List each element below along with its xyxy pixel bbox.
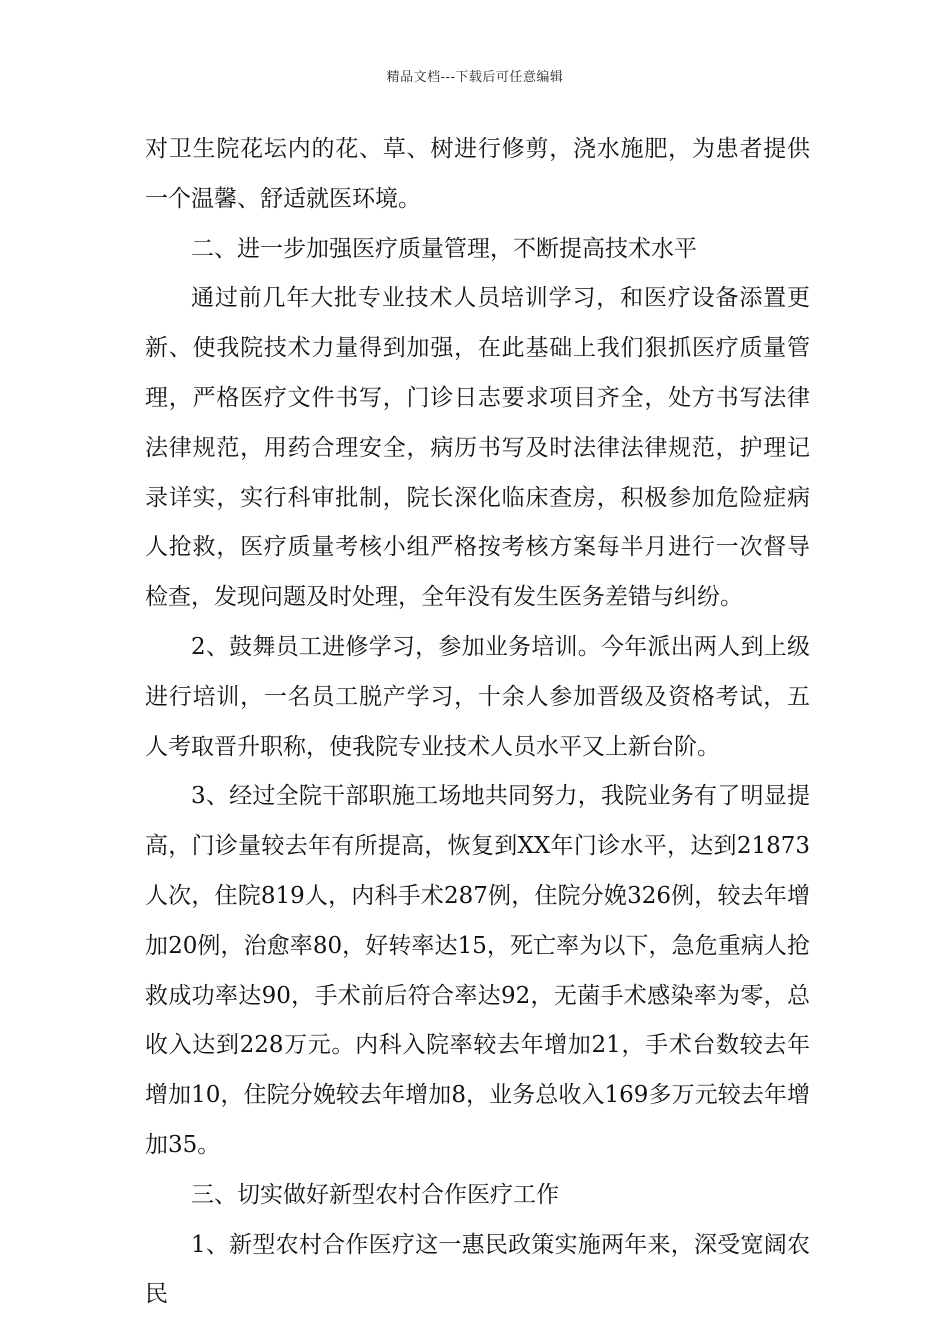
paragraph-item-3: 3、经过全院干部职施工场地共同努力，我院业务有了明显提高，门诊量较去年有所提高，恢复到XX年门诊水平，达到21873人次，住院819人，内科手术287例，住院分娩326例，较去年增加20例，治愈率80，好转率达15，死亡率为以下，急危重病人抢救成功率达90，手术前后符合率达92，无菌手术感染率为零，总收入达到228万元。内科入院率较去年增加21，手术台数较去年增加10，住院分娩较去年增加8，业务总收入169多万元较去年增加35。: [145, 783, 810, 1158]
paragraph-item-2: 2、鼓舞员工进修学习，参加业务培训。今年派出两人到上级进行培训，一名员工脱产学习，十余人参加晋级及资格考试，五人考取晋升职称，使我院专业技术人员水平又上新台阶。: [145, 633, 810, 760]
section-heading-2: 二、进一步加强医疗质量管理，不断提高技术水平: [191, 235, 697, 262]
paragraph-item-1: 1、新型农村合作医疗这一惠民政策实施两年来，深受宽阔农民: [145, 1231, 810, 1308]
page-header: 精品文档---下载后可任意编辑: [386, 70, 564, 85]
document-body: [145, 125, 810, 1320]
paragraph-quality-management: 通过前几年大批专业技术人员培训学习，和医疗设备添置更新、使我院技术力量得到加强，在此基础上我们狠抓医疗质量管理，严格医疗文件书写，门诊日志要求项目齐全，处方书写法律法律规范，用药合理安全，病历书写及时法律法律规范，护理记录详实，实行科审批制，院长深化临床查房，积极参加危险症病人抢救，医疗质量考核小组严格按考核方案每半月进行一次督导检查，发现问题及时处理，全年没有发生医务差错与纠纷。: [145, 285, 810, 611]
section-heading-3: 三、切实做好新型农村合作医疗工作: [191, 1181, 559, 1208]
paragraph-continuation: 对卫生院花坛内的花、草、树进行修剪，浇水施肥，为患者提供一个温馨、舒适就医环境。: [145, 136, 810, 212]
